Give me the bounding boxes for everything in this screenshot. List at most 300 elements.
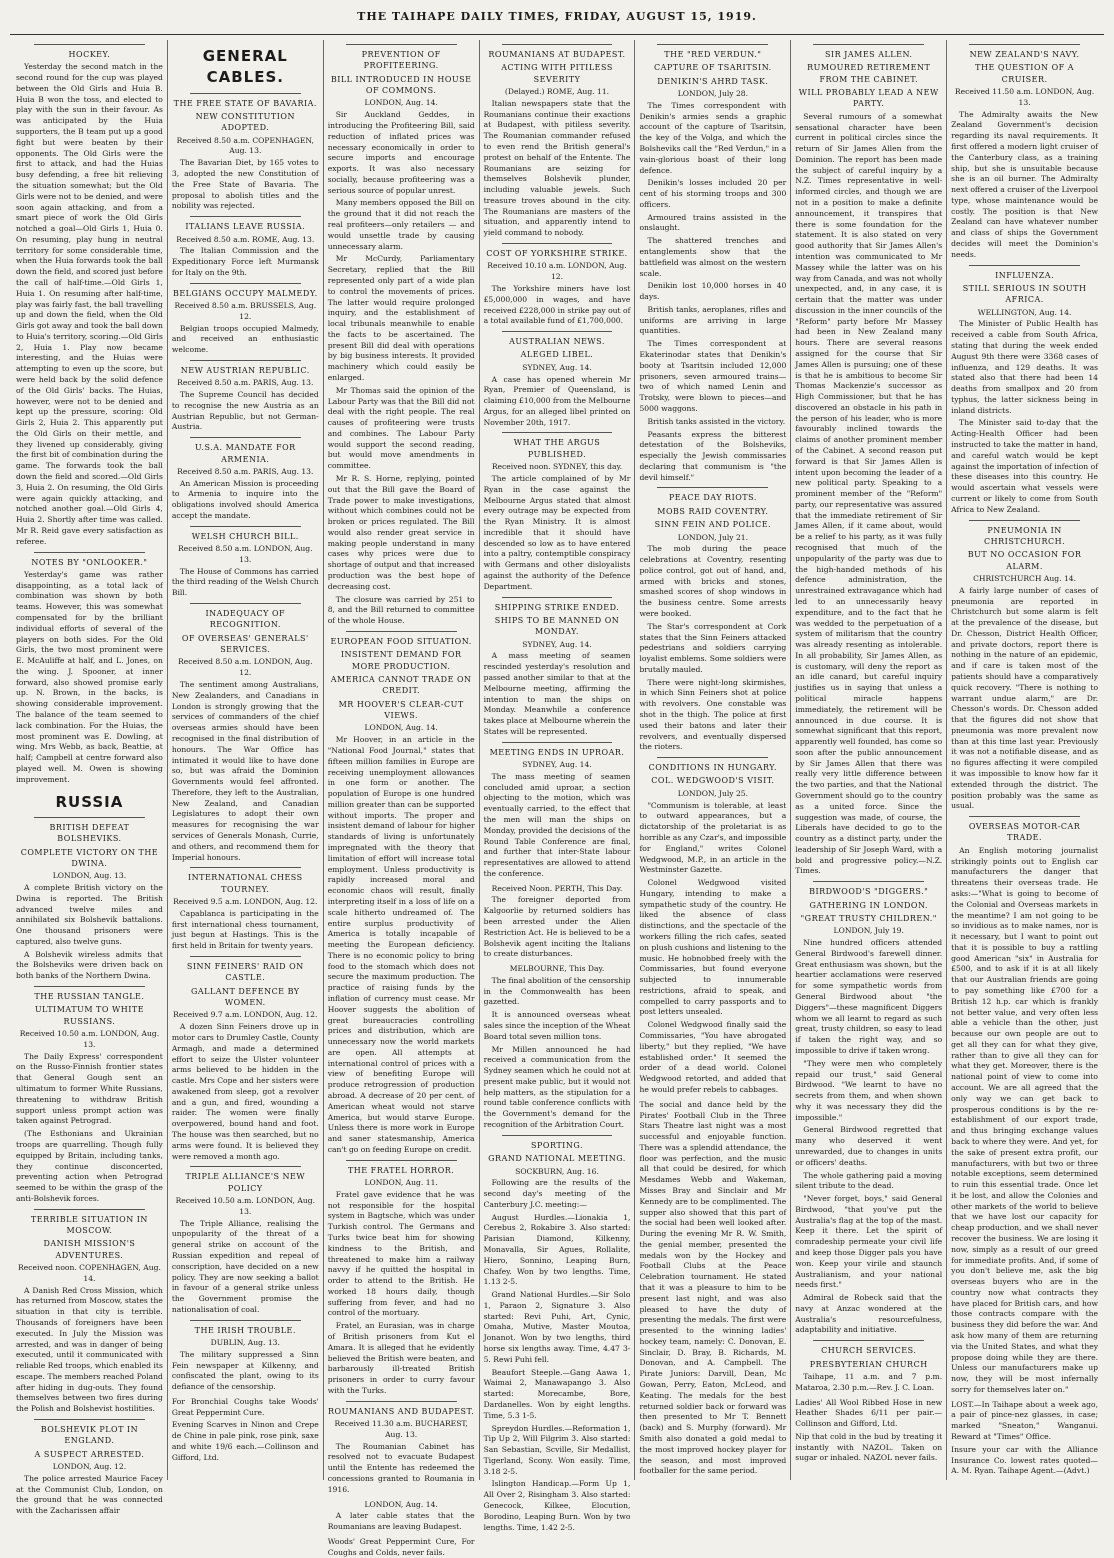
paragraph: The whole gathering paid a moving silent tribute to the dead. <box>795 1170 943 1191</box>
paragraph: A Bolshevik wireless admits that the Bolsheviks were driven back on both banks of the Northern Dwina. <box>16 949 163 981</box>
paragraph: "Never forget, boys," said General Birdwood, "that you've put the Australia's flag at the top of the mast. Keep it there. Let the spirit of comradeship permeate your civil life and keep those Digger pals you have won. Keep your virile and staunch Australianism, and your national needs first." <box>795 1194 943 1290</box>
subheadings <box>16 1449 163 1460</box>
subheadline: BUT NO OCCASION FOR ALARM. <box>967 550 1082 571</box>
headline: BOLSHEVIK PLOT IN ENGLAND. <box>40 1425 139 1446</box>
subheadline: OF OVERSEAS' GENERALS' SERVICES. <box>181 633 309 655</box>
article <box>328 44 475 627</box>
headline: INADEQUACY OF RECOGNITION. <box>205 609 286 630</box>
headline-rule <box>813 1340 924 1341</box>
subheadline: AMERICA CANNOT TRADE ON CREDIT. <box>330 675 472 696</box>
paragraph: (The Esthonians and Ukrainian troops are quarrelling. Though fully equipped by Britain, including tanks, they continue disconcerted, preventing action when Petrograd seemed to be within the grasp of the anti-Bolshevik forces. <box>16 1129 163 1203</box>
subheadline: NEW CONSTITUTION ADOPTED. <box>195 111 295 133</box>
article <box>172 360 319 433</box>
column-1 <box>12 40 167 1516</box>
subheadline: INSISTENT DEMAND FOR MORE PRODUCTION. <box>340 650 462 671</box>
headline-rule <box>190 867 301 868</box>
paragraph: The social and dance held by the Pirates' Football Club in the Three Stars Theatre last night was a most successful and enjoyable function. There was a splendid attendance, the floor was perfection, and the music all that could be desired, for which Mesdames Webb and Wakeman, Misses Bray and Sinclair and Mr Kennedy are to be complimented. The supper also showed that this part of the social had been well looked after. During the evening Mr R. W. Smith, the genial member, presented the medals won by the Hockey and Football Clubs at the Peace Celebration tournament. He stated that it was a pleasure to him to be present last night, and was also pleased to have the duty of presenting the medals. The first were presented to the winning ladies' hockey team, namely: C. Donovan, E. Sinclair, D. Bray, B. Richards, M. Donovan, and A. Campbell. The Pirate Juniors: Darvill, Dean, Mc Gowan, Perry, Eaton, McLeod, and Keating. The medals for the best returned soldier back or forward was then presented to Mr T. Bennett (back) and S. Murphy (forward). Mr Smith also donated a gold medal to the most improved hockey player for the season, and most improved footballer for the same period. <box>639 1099 787 1476</box>
section-heading: GENERAL CABLES. <box>202 47 288 87</box>
subheadings <box>16 1238 163 1261</box>
article <box>16 1419 163 1517</box>
subheadings <box>639 506 786 531</box>
column-7 <box>946 40 1102 1480</box>
paragraph: Colonel Wedgwood visited Hungary, intending to make a sympathetic study of the country. He liked the absence of class distinctions, and the spectacle of the workers filling the rich cafes, seated on plush cushions and listening to the music. He hobnobbed freely with the Commissaries, but found everyone subjected to innumerable restrictions, afraid to speak, and compelled to carry passports and to post letters unsealed. <box>639 878 787 1017</box>
paragraph: The Minister of Public Health has received a cable from South Africa, stating that during the week ended August 9th there were 3368 cases of influenza, and 129 deaths. It was stated also that there had been 14 deaths from smallpox and 20 from typhus, the latter sickness being in inland districts. <box>951 319 1099 415</box>
headline: INFLUENZA. <box>995 270 1055 280</box>
dateline: DUBLIN, Aug. 13. <box>210 1338 280 1347</box>
subheadings <box>16 847 163 870</box>
article <box>172 93 319 213</box>
dateline: Received 11.50 a.m. LONDON, Aug. 13. <box>954 87 1095 107</box>
dateline: MELBOURNE, This Day. <box>509 964 605 974</box>
article <box>328 1500 475 1533</box>
subheadline: GRAND NATIONAL MEETING. <box>488 1154 626 1164</box>
dateline: SYDNEY, Aug. 14. <box>522 760 592 770</box>
paragraph: The closure was carried by 251 to 8, and the Bill returned to committee of the whole House. <box>327 594 475 626</box>
paragraph: General Birdwood regretted that many who deserved it went unrewarded, due to changes in units or officers' deaths. <box>795 1125 943 1167</box>
dateline: Received 8.50 a.m. PARIS, Aug. 13. <box>177 466 314 476</box>
article <box>795 44 942 877</box>
paragraph: Mr Thomas said the opinion of the Labour Party was that the Bill did not deal with the right people. The real causes of profiteering were trusts and combines. The Labour Party would support the second reading, but would move amendments in committee. <box>327 385 475 471</box>
paragraph: The mob during the peace celebrations at Coventry, resenting police control, got out of hand, and, armed with bricks and stones, smashed scores of shop windows in the business centre. Some arrests were booked. <box>639 544 787 618</box>
article <box>172 867 319 952</box>
article <box>172 526 319 599</box>
paragraph: A case has opened wherein Mr Ryan, Premier of Queensland, is claiming £10,000 from the Melbourne Argus, for an alleged libel printed on November 20th, 1917. <box>483 374 631 427</box>
paragraph: Mr Millen announced he had received a communication from the Sydney seamen which he could not at present make public, but it would not help matters, as the stipulation for a round table conference conflicts with the Government's demand for the recognition of the Arbitration Court. <box>483 1044 631 1130</box>
paragraph: A later cable states that the Roumanians are leaving Budapest. <box>327 1511 475 1532</box>
paragraph: Insure your car with the Alliance Insurance Co. lowest rates quoted—A. M. Ryan. Taihape Agent.—(Advt.) <box>951 1444 1099 1476</box>
headline-rule <box>34 552 145 553</box>
dateline: LONDON, Aug. 13. <box>52 871 127 881</box>
article <box>484 964 631 1131</box>
dateline: Received 8.50 a.m. LONDON, Aug. 12. <box>177 657 313 678</box>
headline-rule <box>502 742 613 743</box>
headline-rule <box>813 44 924 45</box>
advertisement <box>639 1100 786 1477</box>
dateline: LONDON, July 21. <box>677 532 749 542</box>
headline: AUSTRALIAN NEWS. <box>509 337 605 347</box>
paragraph: Taihape, 11 a.m. and 7 p.m. Mataroa, 2.30 p.m.—Rev. J. C. Loan. <box>795 1371 943 1392</box>
headline: NOTES BY "ONLOOKER." <box>31 557 148 567</box>
paragraph: A complete British victory on the Dwina is reported. The British advanced twelve miles and annihilated six Bolshevik battalions. One thousand prisoners were captured, also twelve guns. <box>16 883 163 946</box>
headline: TERRIBLE SITUATION IN MOSCOW. <box>30 1214 148 1235</box>
article <box>172 956 319 1162</box>
paragraph: Sir Auckland Geddes, in introducing the Profiteering Bill, said reduction of inflated prices was necessary economically in order to secure imports and encourage exports. It was also necessary socially, because profiteering was a serious source of popular unrest. <box>327 110 475 195</box>
dateline: Received 11.30 a.m. BUCHAREST, Aug. 13. <box>334 1419 468 1439</box>
article <box>951 265 1098 516</box>
subheadline: SHIPS TO BE MANNED ON MONDAY. <box>494 615 620 637</box>
paragraph: The Daily Express' correspondent on the Russo-Finnish frontier states that General Gough sent an ultimatum to former White Russians, threatening to withdraw British support unless prompt action was taken against Petrograd. <box>16 1051 163 1126</box>
subheadings <box>328 74 475 97</box>
article <box>484 597 631 738</box>
article <box>172 603 319 863</box>
subheadings <box>172 111 319 134</box>
paragraph: Ladies' All Wool Ribbed Hose in new Heather Shades 6/11 per pair.—Collinson and Gifford, Ltd. <box>795 1397 943 1429</box>
paragraph: Beaufort Steeple.—Gang Aawa 1, Waimai 2, Manawapango 3. Also started: Morecambe, Bore, Dardanelles. Won by eight lengths. Time, 5.3 1-5. <box>483 1367 631 1420</box>
headline: SIR JAMES ALLEN. <box>824 50 913 59</box>
paragraph: The Roumanian Cabinet has resolved not to evacuate Budapest until the Entente has redeemed the concessions granted to Roumania in 1916. <box>327 1441 475 1494</box>
paragraph: An English motoring journalist strikingly points out to English car manufacturers the danger that threatens their overseas trade. He asks:—"What is going to become of the Colonial and Overseas markets in the meantime? I am not going to be so invidious as to make names, nor is it necessary, but I want to point out that it is possible to buy a rattling good American "six" in Australia for £500, and to ask if it is at all likely that our Australian friends are going to pay something like £700 for a British 12 h.p. car which is frankly not better value, and very often less able a vehicle than the other, just because our own people are out to get all they can for what they give, rather than to give all they can for what they get. Moreover, there is the national point of view to come into account. We are all agreed that the only way we can get back to prosperous conditions is by the re-establishment of our export trade, and thus bringing exchange values back to where they were. And yet, for the sake of present extra profit, our manufacturers, with but two or three notable exceptions, seem determined to ruin this essential trade. Once let it be lost, and allow the Colonies and other markets of the world to believe that we have lost our capacity for cheap production, and we shall never recover the business. We are losing it now, simply as a result of our greed for immediate profits. And, if some of you don't believe me, ask the big overseas buyers who are in the country now what contracts they have placed for British cars, and how those contracts compare with the business they did before the war. And ask how many of them are returning via the United States, and what they propose doing while they are there. Unless our manufacturers make up now, they will be most infernally sorry for themselves later on." <box>951 845 1099 1394</box>
article <box>795 881 942 1336</box>
article <box>16 44 163 548</box>
headline: THE FRATEL HORROR. <box>347 1165 455 1175</box>
subheadings <box>484 62 631 85</box>
dateline: SYDNEY, Aug. 14. <box>522 362 592 372</box>
dateline: (Delayed.) ROME, Aug. 11. <box>504 87 610 97</box>
article <box>484 742 631 880</box>
column-2 <box>167 40 323 1480</box>
paragraph: "Communism is tolerable, at least to outward appearances, but a dictatorship of the proletariat is as horrible as any Czar's, and impossible for England," writes Colonel Wedgwood, M.P., in an article in the Westminster Gazette. <box>639 800 787 875</box>
paragraph: The Times correspondent with Denikin's armies sends a graphic account of the capture of Tsaritsin, the key of the Volga, and which the Bolsheviks call the "Red Verdun," in a vain-glorious boast of their long defence. <box>639 100 787 175</box>
paragraph: The mass meeting of seamen concluded amid uproar, a section objecting to the motion, which was eventually carried, to the effect that the men will man the ships on Monday, provided the decisions of the Round Table Conference are final, and further that inter-State labour representatives are allowed to attend the conference. <box>483 771 631 878</box>
headline-rule <box>346 1160 457 1161</box>
subheadings <box>639 62 786 87</box>
headline: PNEUMONIA IN CHRISTCHURCH. <box>984 525 1066 546</box>
paragraph: Denikin's losses included 20 per cent of his storming troops and 300 officers. <box>639 178 787 209</box>
headline: THE RUSSIAN TANGLE. <box>34 992 145 1002</box>
headline-rule <box>969 520 1080 521</box>
paragraph: Mr R. S. Horne, replying, pointed out that the Bill gave the Board of Trade power to make investigations, without which combines could not be broken or prices regulated. The Bill would also render great service in making people understand in many cases why prices were due to shortage of output and that increased production was the best hope of decreasing cost. <box>327 474 475 591</box>
headline-rule <box>502 243 613 244</box>
article <box>484 432 631 592</box>
paragraph: A fairly large number of cases of pneumonia are reported in Christchurch but some alarm is felt at the prevalence of the disease, but Dr. Chesson, District Health Officer, and private doctors, report there is nothing in the nature of an epidemic, and if care is taken most of the patients should have a comparatively quick recovery. "There is nothing to warrant undue alarm," are Dr. Chesson's words. Dr. Chesson added that the figures did not show that pneumonia was more prevalent now than at this time last year. Previously it was not a notifiable disease, and as no figures affecting it were compiled it was impossible to know how far it extended through the district. The position probably was the same as usual. <box>951 585 1099 811</box>
headline: SPORTING. <box>531 1140 583 1150</box>
paragraph: The article complained of by Mr Ryan in the case against the Melbourne Argus stated that almost every outrage may be expected from the Ryan Ministry. It is almost incredible that it should have descended so low as to have entered into a paltry, contemptible conspiracy with Germans and other disloyalists against the authority of the Defence Department. <box>483 473 631 591</box>
dateline: Received 8.50 a.m. COPENHAGEN, Aug. 13. <box>176 135 314 156</box>
paragraph: The shattered trenches and entanglements show that the battlefield was almost on the western scale. <box>639 236 787 278</box>
advertisement <box>951 1400 1098 1477</box>
headline: NEW ZEALAND'S NAVY. <box>969 50 1080 59</box>
subheadline: WILL PROBABLY LEAD A NEW PARTY. <box>798 88 939 109</box>
paragraph: Belgian troops occupied Malmedy, and received an enthusiastic welcome. <box>171 323 319 355</box>
dateline: Received 8.50 a.m. ROME, Aug. 13. <box>176 234 315 244</box>
paragraph: An American Mission is proceeding to Armenia to inquire into the obligations involved should America accept the mandate. <box>171 478 319 520</box>
subheadline: MR HOOVER'S CLEAR-CUT VIEWS. <box>338 699 464 721</box>
subheadline: COL. WEDGWOOD'S VISIT. <box>651 776 775 786</box>
paragraph: Peasants express the bitterest detestation of the Bolsheviks, especially the Jewish commissaries declaring that communism is "the devil himself." <box>639 429 787 482</box>
subheadline: THE QUESTION OF A CRUISER. <box>975 63 1074 84</box>
paragraph: Nine hundred officers attended General Birdwood's farewell dinner. Great enthusiasm was shown, but the heartier acclamations were reserved for some sympathetic words from General Birdwood about "the Diggers"—these magnificent Diggers whom we all learnt to regard as such great, trusty children, so easy to lead if taken the right way, and so impossible to drive if taken wrong. <box>795 938 943 1055</box>
subheadings <box>484 1153 631 1164</box>
paragraph: The sentiment among Australians, New Zealanders, and Canadians in London is strongly growing that the services of commanders of the chief overseas armies should have been recognised in the final distribution of honours. The War Office has intimated it would like to have done so, but was afraid the Dominion Governments would feel affronted. Therefore, they left to the Australian, New Zealand, and Canadian Legislatures to adopt their own measures for recognising the war services of Generals Monash, Currie, and others, and recommend them for Imperial honours. <box>171 680 319 862</box>
headline: BRITISH DEFEAT BOLSHEVIKS. <box>49 822 130 844</box>
advertisement <box>172 1397 319 1464</box>
dateline: SYDNEY, Aug. 14. <box>522 639 592 649</box>
subheadline: ALEGED LIBEL. <box>520 350 594 360</box>
headline: WHAT THE ARGUS PUBLISHED. <box>513 438 601 459</box>
section-heading: RUSSIA <box>55 792 124 811</box>
paragraph: Fratel gave evidence that he was not responsible for the hospital system in Bagtsche, which was under Turkish control. The Germans and Turks twice beat him for showing kindness to the British, and threatened to make him a railway navvy if he quitted the hospital in order to attend to the British. He worked 18 hours daily, though suffering from fever, and had no control of the mortuary. <box>327 1189 475 1318</box>
paragraph: The Italian Commission and the Expeditionary Force left Murmansk for Italy on the 9th. <box>171 246 319 277</box>
dateline: Received 10.10 a.m. LONDON, Aug. 12. <box>487 261 627 282</box>
paragraph: The Minister said to-day that the Acting-Health Officer had been instructed to take the matter in hand, and careful watch would be kept against the importation of infection of these diseases into this country. He would ascertain what vessels were current or likely to come from South Africa to New Zealand. <box>951 418 1099 514</box>
paragraph: Many members opposed the Bill on the ground that it did not reach the real profiteers—only retailers — and would unsettle trade by causing unnecessary alarm. <box>327 198 475 251</box>
headline-rule <box>190 1320 301 1321</box>
paragraph: Admiral de Robeck said that the navy at Anzac wondered at the Australia's resourcefulness, adaptability and initiative. <box>795 1293 943 1335</box>
paragraph: The military suppressed a Sinn Fein newspaper at Kilkenny, and confiscated the plant, owing to its defiance of the censorship. <box>171 1349 319 1392</box>
headline: THE "RED VERDUN." <box>664 50 762 59</box>
subheadings <box>951 62 1098 85</box>
headline: EUROPEAN FOOD SITUATION. <box>330 636 472 646</box>
headline-rule <box>502 597 613 598</box>
paragraph: Fratel, an Eurasian, was in charge of British prisoners from Kut el Amara. It is alleged that he evidently believed the British were beaten, and barbarously ill-treated British prisoners in order to curry favour with the Turks. <box>327 1321 475 1395</box>
column-6 <box>790 40 946 1480</box>
subheadline: RUMOURED RETIREMENT FROM THE CABINET. <box>807 63 931 84</box>
dateline: LONDON, July 25. <box>677 788 749 798</box>
subheadline: GALLANT DEFENCE BY WOMEN. <box>190 986 300 1008</box>
columns-container <box>12 40 1102 1557</box>
subheadings <box>795 62 942 109</box>
headline-rule <box>34 1209 145 1210</box>
headline-rule <box>346 631 457 632</box>
dateline: Received 9.5 a.m. LONDON, Aug. 12. <box>173 897 318 907</box>
article <box>328 1401 475 1496</box>
article <box>951 816 1098 1396</box>
article <box>484 44 631 239</box>
headline-rule <box>657 44 768 45</box>
subheadline: ACTING WITH PITILESS SEVERITY <box>501 63 613 84</box>
headline-rule <box>502 432 613 433</box>
subheadings <box>328 649 475 721</box>
dateline: Received 8.50 a.m. BRUSSELS, Aug. 12. <box>174 300 317 321</box>
subheadline: ULTIMATUM TO WHITE RUSSIANS. <box>34 1005 145 1026</box>
masthead: THE TAIHAPE DAILY TIMES, FRIDAY, AUGUST 15, 1919. <box>357 10 757 23</box>
article <box>172 437 319 522</box>
article <box>484 884 631 960</box>
headline-rule <box>190 360 301 361</box>
dateline: LONDON, July 28. <box>677 89 749 99</box>
headline-rule <box>190 956 301 957</box>
headline-rule <box>190 283 301 284</box>
headline: TRIPLE ALLIANCE'S NEW POLICY <box>185 1172 306 1193</box>
paragraph: Following are the results of the second day's meeting of the Canterbury J.C. meeting:— <box>483 1178 631 1209</box>
article <box>16 792 163 813</box>
article <box>172 46 319 89</box>
subheadline: "GREAT TRUSTY CHILDREN." <box>800 913 937 923</box>
headline-rule <box>346 1401 457 1402</box>
paragraph: Italian newspapers state that the Roumanians continue their exactions at Budapest, with pitiless severity. The Roumanian commander refused to even rend the British general's protest on behalf of the Entente. The Roumanians are seizing for themselves Bolshevik plunder, including valuable jewels. Such treasure troves abound in the city. The Roumanians are masters of the situation, and apparently intend to yield command to nobody. <box>483 98 631 238</box>
headline-rule <box>502 1135 613 1136</box>
subheadings <box>951 549 1098 572</box>
headline: OVERSEAS MOTOR-CAR TRADE. <box>968 822 1081 843</box>
paragraph: A dozen Sinn Feiners drove up in motor cars to Drumley Castle, County Armagh, and made a determined effort to seize the Ulster volunteer arms believed to be hidden in the castle. Mrs Cope and her sisters were awakened from sleep, got a revolver and a gun, and fired, wounding a raider. The women were finally overpowered, bound hand and foot. The house was then searched, but no arms were found. It is believed they were removed a month ago. <box>171 1022 319 1161</box>
paragraph: Grand National Hurdles.—Sir Solo 1, Paraon 2, Signature 3. Also started: Revi Puhi, Art, Cynic, Omaha, Mutive, Master Moutoa, Jonanot. Won by two lengths, third horse six lengths away. Time, 4.47 3-5. Rewi Puhi fell. <box>483 1290 631 1364</box>
dateline: CHRISTCHURCH Aug. 14. <box>973 573 1077 583</box>
headline-rule <box>657 757 768 758</box>
headline-rule <box>34 1419 145 1420</box>
subheadings <box>16 1004 163 1027</box>
paragraph: Nip that cold in the bud by treating it instantly with NAZOL. Taken on sugar or inhaled. NAZOL never fails. <box>795 1431 943 1463</box>
article <box>951 44 1098 261</box>
headline: NEW AUSTRIAN REPUBLIC. <box>180 365 310 375</box>
article <box>16 986 163 1205</box>
headline: BELGIANS OCCUPY MALMEDY. <box>172 288 318 298</box>
dateline: LONDON, Aug. 11. <box>364 1178 438 1188</box>
paragraph: The Times correspondent at Ekaterinodar states that Denikin's booty at Tsaritsin included 12,000 prisoners, seven armoured trains—two of which named Lenin and Trotsky, were blown to pieces—and 5000 waggons. <box>639 339 787 413</box>
headline: SINN FEINERS' RAID ON CASTLE. <box>186 961 304 983</box>
article <box>172 1320 319 1393</box>
headline-rule <box>502 44 613 45</box>
paragraph: Mr Hoover, in an article in the "National Food Journal," states that fifteen million families in Europe are receiving unemployment allowances in one form or another. The population of Europe is one hundred million greater than can be supported without imports. The proper and insistent demand of labour for higher standards of living is unfortunately impregnated with the theory that limitation of effort will increase total employment. Unless productivity is rapidly increased moral and economic chaos will result, finally interpreting itself in a loss of life on a scale hitherto undreamed of. The entire surplus productivity of America is totally incapable of meeting the European deficiency. There is no economic policy to bring food to the stomach which does not secure the maximum production. The practice of raising funds by the inflation of currency must cease. Mr Hoover suggests the abolition of great bureaucracies controlling prices and distribution, which are unnecessary now the world markets are open. All attempts at international control of prices with a view of benefiting Europe will produce retrogression of production abroad. A decrease of 20 per cent. of American wheat would not starve America, but would starve Europe. Unless there is more work in Europe and saner statesmanship, America can't go on feeding Europe on credit. <box>327 735 475 1154</box>
dateline: LONDON, Aug. 14. <box>364 98 438 108</box>
headline-rule <box>346 44 457 45</box>
article <box>16 817 163 982</box>
paragraph: "They were men who completely repaid our trust," said General Birdwood. "We learnt to have no secrets from them, and when shown why it was necessary they did the impossible." <box>795 1058 943 1122</box>
article <box>328 631 475 1156</box>
paragraph: Spreydon Hurdles.—Reformation 1, Tip Up 2, Will Filgrim 3. Also started: San Sebastian, Scville, Sir Medallist, Tigerland, Scony. Won easily. Time, 3.18 2-5. <box>483 1423 631 1476</box>
article <box>484 331 631 428</box>
headline: COST OF YORKSHIRE STRIKE. <box>486 249 628 259</box>
advertisement <box>795 1398 942 1465</box>
headline-rule <box>969 816 1080 817</box>
masthead-rule <box>10 34 1104 35</box>
subheadline: PRESBYTERIAN CHURCH <box>809 1359 928 1369</box>
dateline: LONDON, Aug. 12. <box>52 1462 127 1472</box>
article <box>16 1209 163 1415</box>
dateline: Received 9.7 a.m. LONDON, Aug. 12. <box>173 1010 318 1020</box>
dateline: Received 10.50 a.m. LONDON, Aug. 13. <box>19 1029 160 1049</box>
paragraph: Evening Scarves in Ninon and Crepe de Chine in pale pink, rose pink, saxe and white 19/6 each.—Collinson and Gifford, Ltd. <box>171 1420 319 1462</box>
dateline: LONDON, Aug. 14. <box>364 1499 438 1509</box>
subheadline: STILL SERIOUS IN SOUTH AFRICA. <box>962 283 1087 305</box>
dateline: Received 8.50 a.m. LONDON, Aug. 13. <box>177 544 313 564</box>
article <box>484 243 631 327</box>
headline: PEACE DAY RIOTS. <box>668 493 757 503</box>
headline: PREVENTION OF PROFITEERING. <box>361 50 441 71</box>
headline-rule <box>813 881 924 882</box>
headline-rule <box>502 331 613 332</box>
paragraph: British tanks, aeroplanes, rifles and uniforms are arriving in large quantities. <box>639 304 787 336</box>
paragraph: Denikin lost 10,000 horses in 40 days. <box>639 281 787 302</box>
dateline: Received Noon. PERTH, This Day. <box>491 883 623 893</box>
subheadings <box>172 986 319 1009</box>
paragraph: The police arrested Maurice Facey at the Communist Club, London, on the ground that he was connected with the Zacharissen affair <box>16 1473 163 1516</box>
subheadline: COMPLETE VICTORY ON THE DWINA. <box>20 847 159 868</box>
paragraph: Colonel Wedgwood finally said the Commissaries, "You have abrogated liberty," but they replied, "We have established order." It seemed the order of a dead world. Colonel Wedgwood retorted, and added that he would prefer rebels to cabbages. <box>639 1020 787 1094</box>
headline: BIRDWOOD'S "DIGGERS." <box>809 887 929 897</box>
headline-rule <box>969 44 1080 45</box>
column-3 <box>323 40 479 1557</box>
advertisement <box>328 1537 475 1558</box>
paragraph: British tanks assisted in the victory. <box>647 416 786 426</box>
paragraph: The Bavarian Diet, by 165 votes to 3, adopted the new Constitution of the Free State of Bavaria. The proposal to abolish titles and the nobility was rejected. <box>171 158 319 211</box>
headline-rule <box>190 216 301 217</box>
paragraph: For Bronchial Coughs take Woods' Great Peppermint Cure. <box>171 1396 319 1417</box>
article <box>484 1135 631 1534</box>
dateline: WELLINGTON, Aug. 14. <box>977 307 1072 317</box>
dateline: Received 8.50 a.m. PARIS, Aug. 13. <box>177 378 314 388</box>
column-5 <box>634 40 790 1480</box>
dateline: Received 10.50 a.m. LONDON, Aug. 13. <box>175 1196 315 1216</box>
article <box>951 520 1098 813</box>
headline-rule <box>34 817 145 818</box>
headline: ITALIANS LEAVE RUSSIA. <box>185 222 306 232</box>
paragraph: A mass meeting of seamen rescinded yesterday's resolution and passed another similar to that at the Melbourne meeting, affirming the intention to man the ships on Monday. Meanwhile a conference takes place at Melbourne wherein the States will be represented. <box>483 651 631 736</box>
subheadline: A SUSPECT ARRESTED. <box>34 1449 145 1459</box>
dateline: Received noon. COPENHAGEN, Aug. 14. <box>17 1263 161 1283</box>
headline: WELSH CHURCH BILL. <box>191 531 299 541</box>
paragraph: LOST.—In Taihape about a week ago, a pair of pince-nez glasses, in case; marked "Sneaton," Wanganui. Reward at "Times" Office. <box>951 1399 1099 1442</box>
dateline: Received noon. SYDNEY, this day. <box>491 462 623 472</box>
subheadings <box>639 775 786 786</box>
headline-rule <box>969 265 1080 266</box>
article <box>328 1160 475 1397</box>
headline: CHURCH SERVICES. <box>821 1346 917 1356</box>
headline: U.S.A. MANDATE FOR ARMENIA. <box>194 443 296 464</box>
headline: MEETING ENDS IN UPROAR. <box>489 747 625 757</box>
column-4 <box>479 40 635 1532</box>
article <box>639 757 786 1096</box>
article <box>172 1166 319 1315</box>
headline: ROUMANIANS AND BUDAPEST. <box>328 1406 475 1416</box>
subheadings <box>795 900 942 925</box>
headline-rule <box>657 487 768 488</box>
article <box>795 1340 942 1393</box>
paragraph: A Danish Red Cross Mission, which has returned from Moscow, states the situation in that city is terrible. Thousands of foreigners have been executed. In July the Mission was arrested, and was in danger of being executed, until it communicated with reliable Red troops, which enabled its escape. The members reached Poland after hiding in dug-outs. They found themselves between two fires during the Polish and Bolshevist hostilities. <box>16 1285 163 1414</box>
paragraph: The Admiralty awaits the New Zealand Government's decision regarding its naval requirements. It first offered a modern light cruiser of the Canterbury class, as a training ship, but she is unsuitable because she is an oil burner. The Admiralty next offered a cruiser of the Liverpool type, whose maintenance would be costly. The position is that New Zealand can have whatever number and class of ships the Government decides will meet the Dominion's needs. <box>951 109 1099 259</box>
headline-rule <box>190 93 301 94</box>
subheadline: DANISH MISSION'S ADVENTURES. <box>43 1239 136 1260</box>
headline: CONDITIONS IN HUNGARY. <box>648 763 778 773</box>
headline-rule <box>190 526 301 527</box>
subheadings <box>484 615 631 638</box>
article <box>639 44 786 483</box>
paragraph: The Star's correspondent at Cork states that the Sinn Feiners attacked pedestrians and soldiers carrying loyalist emblems. Some soldiers were brutally mauled. <box>639 621 787 674</box>
article <box>172 216 319 278</box>
paragraph: Mr McCurdy, Parliamentary Secretary, replied that the Bill represented only part of a wide plan to control the movements of prices. The latter would require prolonged inquiry, and the establishment of local tribunals meanwhile to enable the facts to be ascertained. The present Bill did deal with operations by big business interests. It provided machinery which could easily be enlarged. <box>327 254 475 382</box>
paragraph: Several rumours of a somewhat sensational character have been current in political circles since the return of Sir James Allen from the Dominion. The report has been made the subject of careful inquiry by a N.Z. Times representative in well-informed circles, and though we are not in a position to make a definite announcement, it transpires that there is some foundation for the statement. It is also stated on very good authority that Sir James Allen's intention was communicated to Mr Massey while the latter was on his way from Canada, and was not wholly unexpected, and, in any case, it is certain that the matter was under discussion in the inner councils of the "Reform" party before Mr Massey had been in New Zealand many hours. There are several reasons assigned for the course that Sir James Allen is pursuing; one of these is that he is ambitious to become Sir Thomas Mackenzie's successor as High Commissioner, but that he has discovered an obstacle in his path in the person of his leader, who is more favourably inclined towards the claims of another prominent member of the Cabinet. A second reason put forward is that Sir James Allen is intent upon becoming the leader of a new political party. Speaking to a prominent member of the "Reform" party, our representative was assured that the immediate retirement of Sir James Allen, if it came about, would be a relief to his party, as it was fully recognised that much of the unpopularity of the party was due to the high-handed methods of his defence administration, the unrestrained extravagance which had led to an unnecessarily heavy expenditure, and to the fact that he was wedded to the perpetuation of a system of militarism that the country was already resenting as intolerable. In all probability, Sir James Allen, as is customary, will deny the report as an idle canard, but careful inquiry justifies us in saying that unless a political miracle happens immediately, the retirement will be announced in due course. It is somewhat significant that this report, apparently well founded, has come so soon after the public announcement by Sir James Allen that there was really very little difference between the two parties, and that the National Government should go to the country as a united force. Since the suggestion was made, of course, the Liberals have decided to go to the country as a distinct party, under the leadership of Sir Joseph Ward, with a bold and progressive policy.—N.Z. Times. <box>795 111 943 876</box>
headline-rule <box>190 1166 301 1167</box>
headline: THE FREE STATE OF BAVARIA. <box>173 98 317 108</box>
paragraph: Woods' Great Peppermint Cure, For Coughs and Colds, never fails. <box>327 1536 475 1557</box>
subheadings <box>484 349 631 360</box>
headline-rule <box>34 986 145 987</box>
paragraph: The foreigner deported from Kalgoorlie by returned soldiers has been arrested under the Alien Restriction Act. He is believed to be a Bolshevik agent inciting the Italians to create disturbances. <box>483 895 631 959</box>
headline-rule <box>190 603 301 604</box>
paragraph: There were night-long skirmishes, in which Sinn Feiners shot at police with revolvers. One constable was shot in the thigh. The police at first used their batons and later their revolvers, and eventually dispersed the rioters. <box>639 677 787 752</box>
paragraph: Yesterday the second match in the second round for the cup was played between the Old Girls and Huia B. Huia B won the toss, and elected to play with the sun in their favour. As was anticipated by the Huia supporters, the B team put up a good fight but were beaten by their opponents. The Old Girls were the first to attack, and had the Huias busy defending, a free hit relieving the situation somewhat; but the Old Girls were not to be denied, and were soon again attacking, and from a smart piece of work the Old Girls notched a goal—Old Girls 1, Huia 0. On resuming, play hung in neutral territory for some considerable time, when the Huia forwards took the ball down the field, and scored just before the call of half-time.—Old Girls 1, Huia 1. On resuming after half-time, play was fairly fast, the ball travelling up and down the field, when the Old Girls got away and took the ball down to Huia's territory, scoring.—Old Girls 2, Huia 1. Play now became interesting, and the Huias were attempting to even up the score, but were held back by the solid defence of the Old Girls' backs. The Huias, however, were not to be denied and kept up the pressure, scoring: Old Girls 2, Huia 2. This apparently put the Old Girls on their mettle, and they livened up considerably, giving the first bit of combination during the game. The forwards took the ball down the field and scored.—Old Girls 3, Huia 2. On resuming, the Old Girls were again quickly attacking, and notched another goal.—Old Girls 4, Huia 2. Shortly after time was called. Mr R. Reid gave every satisfaction as referee. <box>16 62 163 546</box>
article <box>16 552 163 786</box>
paragraph: The Yorkshire miners have lost £5,000,000 in wages, and have received £228,000 in strike pay out of a total available fund of £1,700,000. <box>483 283 631 326</box>
paragraph: It is announced overseas wheat sales since the inception of the Wheat Board total seven million tons. <box>483 1010 631 1041</box>
paragraph: The final abolition of the censorship in the Commonwealth has been gazetted. <box>483 975 631 1007</box>
headline: THE IRISH TROUBLE. <box>194 1325 296 1335</box>
article <box>639 487 786 753</box>
headline-rule <box>34 44 145 45</box>
article <box>172 283 319 356</box>
dateline: LONDON, Aug. 14. <box>364 723 438 733</box>
paragraph: August Hurdles.—Lionakia 1, Cerebus 2, Rokabire 3. Also started: Parisian Diamond, Kilkenny, Monavalla, Sir Agues, Rollalite, Hiero, Sonnino, Leaping Burn, Chafey. Won by two lengths. Time, 1.13 2-5. <box>483 1212 631 1287</box>
paragraph: Yesterday's game was rather disappointing, as a total lack of combination was shown by both teams. However, this was somewhat compensated for by the brilliant individual efforts of several of the players on both sides. For the Old Girls, the two most prominent were E. McAuliffe at half, and L. Jones, on the wing. J. Spooner, at inner forward, also showed promise early up. N. Brown, in the backs, is showing considerable improvement. The balance of the team seemed to lack combination. For the Huias, the most prominent was E. Dowling, at wing. Mrs Webb, as back, Beattie, at half; Campbell at centre forward also played well. M. Owen is showing improvement. <box>16 569 163 784</box>
headline-rule <box>190 437 301 438</box>
subheadline: SINN FEIN AND POLICE. <box>654 520 772 530</box>
subheadings <box>172 633 319 656</box>
paragraph: The Supreme Council has decided to recognise the new Austria as an Austrian Republic, but not German-Austria. <box>171 390 319 432</box>
subheadline: MOBS RAID COVENTRY. <box>657 506 769 516</box>
subheadings <box>795 1359 942 1370</box>
subheadline: CAPTURE OF TSARITSIN. <box>654 63 772 73</box>
headline: HOCKEY. <box>68 50 111 59</box>
dateline: SOCKBURN, Aug. 16. <box>515 1166 599 1176</box>
subheadline: GATHERING IN LONDON. <box>809 900 929 910</box>
paragraph: The House of Commons has carried the third reading of the Welsh Church Bill. <box>171 566 319 598</box>
dateline: LONDON, July 19. <box>833 926 904 936</box>
subheadline: BILL INTRODUCED IN HOUSE OF COMMONS. <box>330 74 472 96</box>
subheadline: DENIKIN'S AHRD TASK. <box>657 76 769 86</box>
headline: SHIPPING STRIKE ENDED. <box>494 602 620 612</box>
paragraph: Armoured trains assisted in the onslaught. <box>639 212 787 233</box>
headline: INTERNATIONAL CHESS TOURNEY. <box>187 873 303 894</box>
paragraph: Capablanca is participating in the first international chess tournament, just begun at Hastings. This is the first held in Britain for twenty years. <box>171 908 319 951</box>
